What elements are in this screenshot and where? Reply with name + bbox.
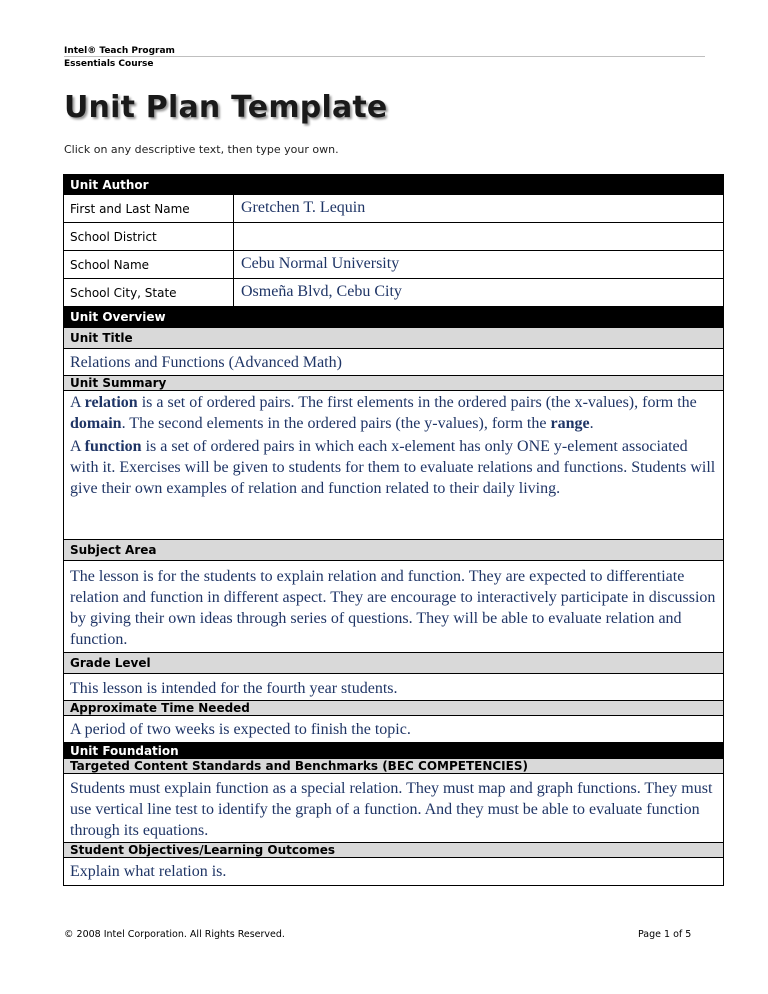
term-function: function: [84, 438, 142, 455]
field-row-city: [64, 279, 723, 307]
subject-area-text[interactable]: The lesson is for the students to explain relation and function. They are expected to differentiate relation and function in different aspect. They are encourage to interactively participate in discussion by giving their own ideas through series of questions. They will be able to evaluate relation and function.: [64, 561, 723, 653]
footer-copyright: © 2008 Intel Corporation. All Rights Reserved.: [64, 929, 285, 940]
time-needed-label: Approximate Time Needed: [64, 701, 723, 716]
term-range: range: [550, 415, 590, 432]
field-row-school: [64, 251, 723, 279]
text-run: is a set of ordered pairs. The first elements in the ordered pairs (the x-values), form the: [137, 394, 697, 411]
author-name-field[interactable]: Gretchen T. Lequin: [241, 199, 366, 216]
text-run: is a set of ordered pairs in which each x-element has only ONE y-element associated with it. Exercises will be given to students for them to evaluate relations and functions. Students will give their own examples of relation and function related to their daily living.: [70, 438, 716, 497]
school-district-field[interactable]: [234, 223, 723, 250]
objectives-text[interactable]: Explain what relation is.: [70, 863, 227, 880]
program-name: Intel® Teach Program: [64, 46, 175, 56]
section-heading-unit-author: Unit Author: [64, 175, 723, 195]
summary-paragraph-relation: [70, 392, 717, 434]
summary-paragraph-function: [70, 436, 717, 499]
school-name-field[interactable]: Cebu Normal University: [241, 255, 400, 272]
field-row-name: [64, 195, 723, 223]
unit-plan-table: [63, 174, 724, 886]
objectives-label: Student Objectives/Learning Outcomes: [64, 843, 723, 858]
page-title: Unit Plan Template: [64, 90, 388, 125]
document-header: [64, 45, 175, 71]
grade-level-text[interactable]: This lesson is intended for the fourth year students.: [64, 674, 723, 701]
standards-label: Targeted Content Standards and Benchmarks (BEC COMPETENCIES): [64, 759, 723, 774]
unit-summary-label: Unit Summary: [64, 376, 723, 391]
standards-text[interactable]: Students must explain function as a special relation. They must map and graph functions. They must use vertical line test to identify the graph of a function. And they must be able to evaluate function through its equations.: [64, 774, 723, 843]
section-heading-unit-overview: Unit Overview: [64, 307, 723, 328]
grade-level-label: Grade Level: [64, 653, 723, 674]
unit-title-label: Unit Title: [64, 328, 723, 349]
header-divider: [64, 56, 705, 57]
text-run: A: [70, 438, 85, 455]
text-run: .: [589, 415, 594, 432]
footer-page-number: Page 1 of 5: [638, 929, 692, 940]
field-label: First and Last Name: [64, 195, 234, 222]
instruction-text: Click on any descriptive text, then type your own.: [64, 143, 339, 156]
unit-title-text[interactable]: Relations and Functions (Advanced Math): [64, 349, 723, 376]
field-label: School Name: [64, 251, 234, 278]
field-row-district: [64, 223, 723, 251]
section-heading-unit-foundation: Unit Foundation: [64, 743, 723, 759]
time-needed-text[interactable]: A period of two weeks is expected to finish the topic.: [64, 716, 723, 743]
field-label: School District: [64, 223, 234, 250]
term-domain: domain: [70, 415, 122, 432]
text-run: . The second elements in the ordered pairs (the y-values), form the: [121, 415, 551, 432]
school-city-field[interactable]: Osmeña Blvd, Cebu City: [241, 283, 402, 300]
text-run: A: [70, 394, 85, 411]
field-label: School City, State: [64, 279, 234, 306]
unit-summary-text[interactable]: [64, 391, 723, 540]
course-name: Essentials Course: [64, 59, 154, 69]
term-relation: relation: [84, 394, 138, 411]
subject-area-label: Subject Area: [64, 540, 723, 561]
